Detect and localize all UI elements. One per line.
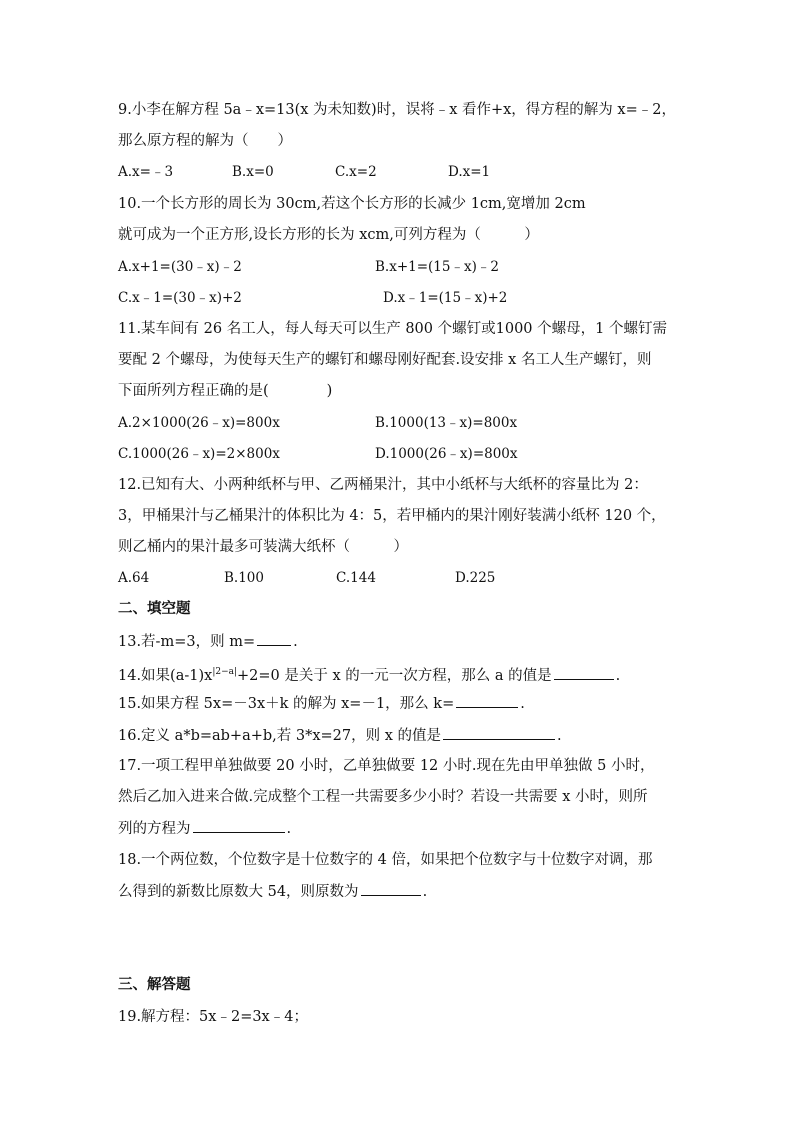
q11-option-d: D.1000(26﹣x)=800x <box>375 446 518 462</box>
q9-option-d: D.x=1 <box>448 164 491 180</box>
q9-line2: 那么原方程的解为（ ） <box>118 133 292 149</box>
q16-blank <box>443 725 555 740</box>
q11-option-c: C.1000(26﹣x)=2×800x <box>118 446 280 462</box>
q12-line2: 3，甲桶果汁与乙桶果汁的体积比为 4：5，若甲桶内的果汁刚好装满小纸杯 120 个， <box>118 508 666 524</box>
q14-text-rest: +2=0 是关于 x 的一元一次方程，那么 a 的值是 <box>237 667 552 684</box>
q15-text: 15.如果方程 5x=－3x＋k 的解为 x=－1，那么 k= <box>118 696 455 712</box>
q10-line2: 就可成为一个正方形,设长方形的长为 xcm,可列方程为（ ） <box>118 227 539 243</box>
q14-exponent: |2−a| <box>212 667 238 677</box>
q13-text: 13.若-m=3，则 m= <box>118 634 256 650</box>
q17-line1: 17.一项工程甲单独做要 20 小时，乙单独做要 12 小时.现在先由甲单独做 5 小时， <box>118 758 655 774</box>
q15-blank <box>456 693 518 708</box>
q17-line2: 然后乙加入进来合做.完成整个工程一共需要多少小时？若设一共需要 x 小时，则所 <box>118 789 648 805</box>
q18-blank <box>361 881 421 896</box>
q12-line3: 则乙桶内的果汁最多可装满大纸杯（ ） <box>118 539 408 555</box>
q12-option-d: D.225 <box>455 570 496 586</box>
q12-line1: 12.已知有大、小两种纸杯与甲、乙两桶果汁，其中小纸杯与大纸杯的容量比为 2： <box>118 477 648 493</box>
q10-option-a: A.x+1=(30﹣x)﹣2 <box>118 259 242 275</box>
q17-line3 <box>118 818 291 839</box>
q17-end: . <box>286 821 292 837</box>
section-solve-heading: 三、解答题 <box>118 977 191 993</box>
q15-line <box>118 693 525 714</box>
q9-option-b: B.x=0 <box>232 164 274 180</box>
section-fill-in-blank-heading: 二、填空题 <box>118 601 191 617</box>
q11-line3: 下面所列方程正确的是( ) <box>118 383 333 399</box>
q13-blank <box>257 631 291 646</box>
q11-option-b: B.1000(13﹣x)=800x <box>375 415 518 431</box>
q9-option-a: A.x=﹣3 <box>118 164 174 180</box>
q17-text: 列的方程为 <box>118 821 191 837</box>
q13-line <box>118 631 298 652</box>
q14-line <box>118 662 620 686</box>
q18-line1: 18.一个两位数，个位数字是十位数字的 4 倍，如果把个位数字与十位数字对调，那 <box>118 852 653 868</box>
q10-option-d: D.x﹣1=(15﹣x)+2 <box>383 290 508 306</box>
q11-option-a: A.2×1000(26﹣x)=800x <box>118 415 280 431</box>
q15-end: . <box>520 696 525 712</box>
q10-option-b: B.x+1=(15﹣x)﹣2 <box>375 259 499 275</box>
q19-line: 19.解方程：5x﹣2=3x﹣4； <box>118 1009 308 1025</box>
q11-line1: 11.某车间有 26 名工人，每人每天可以生产 800 个螺钉或1000 个螺母，1 个螺钉需 <box>118 321 667 337</box>
q13-end: . <box>293 634 298 650</box>
q14-text: 14.如果(a-1)x <box>118 667 213 684</box>
q12-option-a: A.64 <box>118 570 150 586</box>
q14-end: . <box>615 667 621 684</box>
q14-blank <box>554 665 614 680</box>
q10-line1: 10.一个长方形的周长为 30cm,若这个长方形的长减少 1cm,宽增加 2cm <box>118 196 586 212</box>
q18-end: . <box>422 884 428 900</box>
q18-text: 么得到的新数比原数大 54，则原数为 <box>118 884 359 900</box>
q10-option-c: C.x﹣1=(30﹣x)+2 <box>118 290 242 306</box>
q9-option-c: C.x=2 <box>335 164 377 180</box>
q16-text: 16.定义 a*b=ab+a+b,若 3*x=27，则 x 的值是 <box>118 728 442 744</box>
q18-line2 <box>118 881 427 902</box>
q12-option-b: B.100 <box>224 570 264 586</box>
q11-line2: 要配 2 个螺母，为使每天生产的螺钉和螺母刚好配套.设安排 x 名工人生产螺钉，则 <box>118 352 652 368</box>
q12-option-c: C.144 <box>336 570 376 586</box>
q16-end: . <box>557 728 562 744</box>
q9-line1: 9.小李在解方程 5a﹣x=13(x 为未知数)时，误将﹣x 看作+x，得方程的解为 x=﹣2， <box>118 102 676 118</box>
q16-line <box>118 725 562 746</box>
q17-blank <box>193 818 285 833</box>
